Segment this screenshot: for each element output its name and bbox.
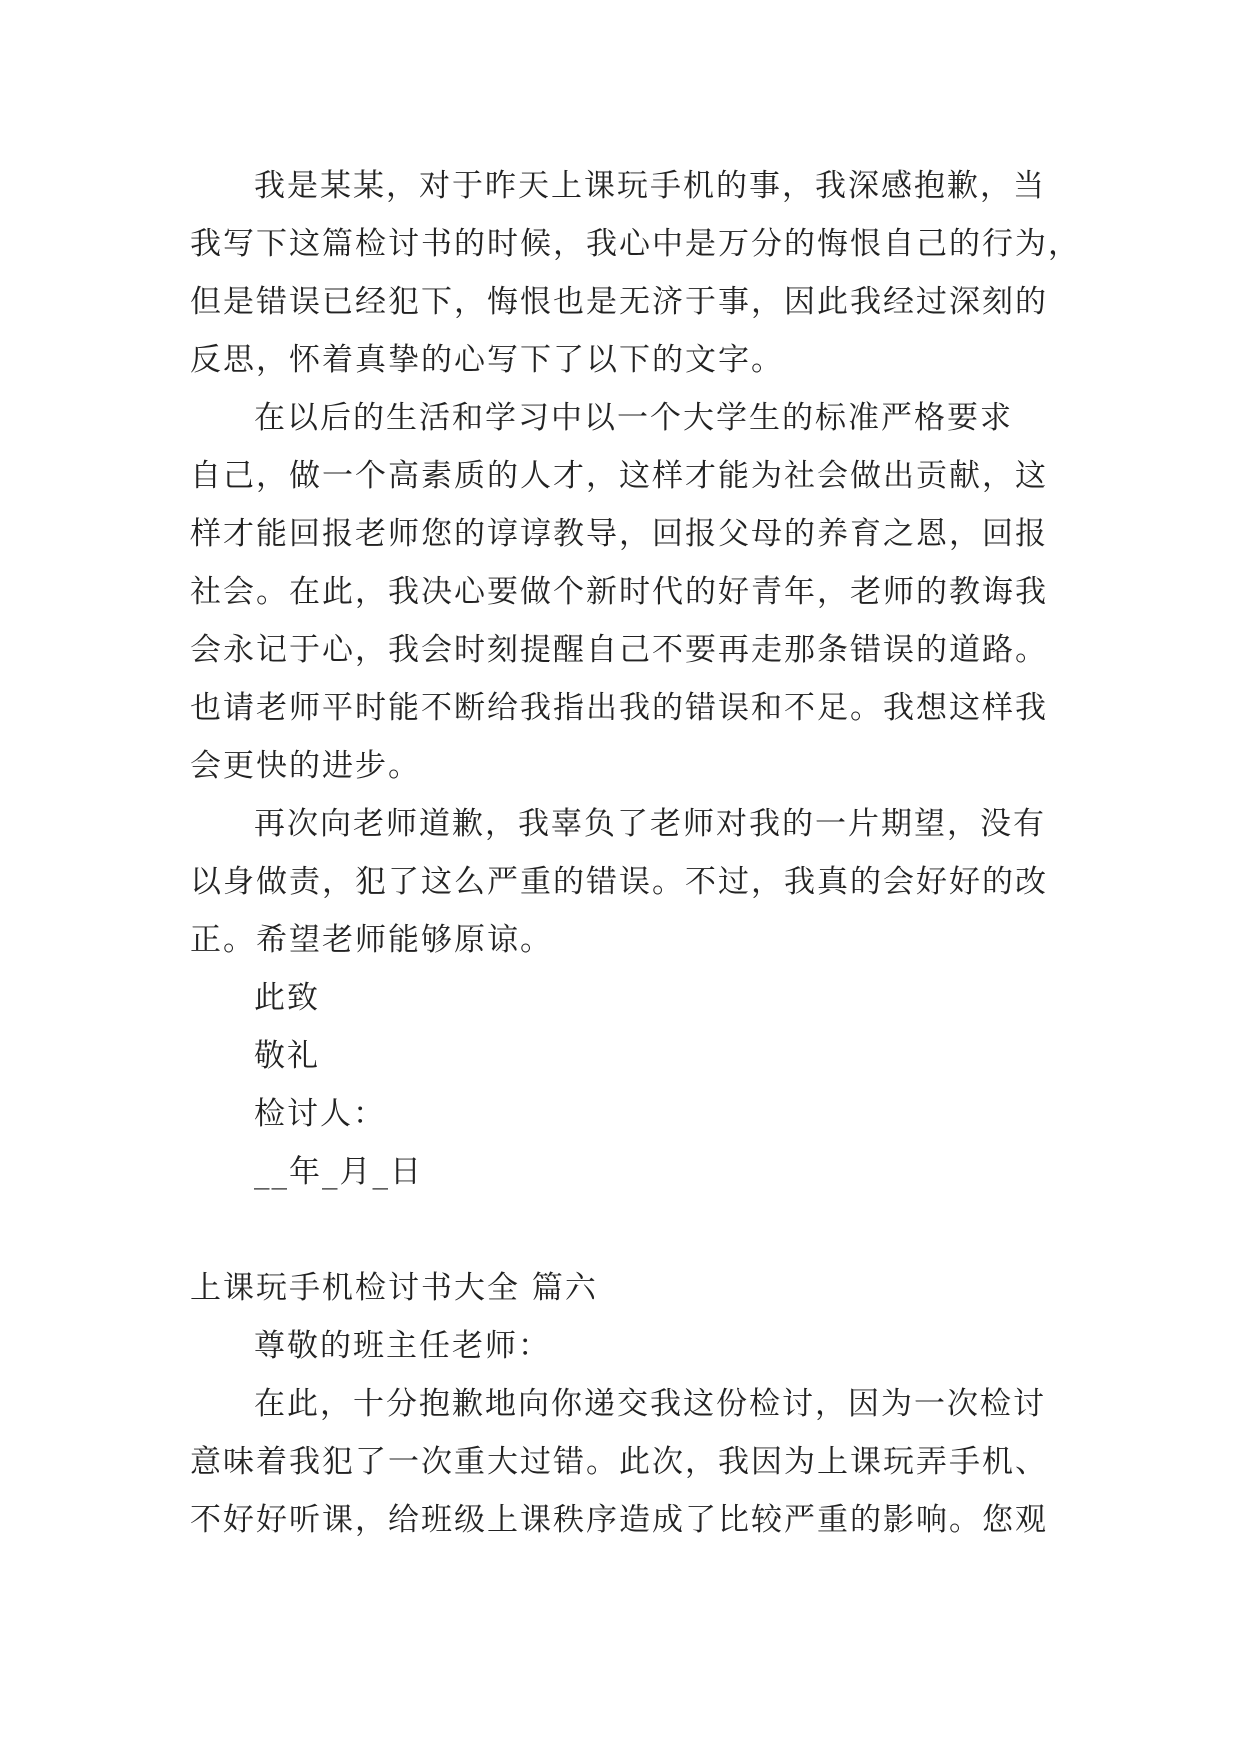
paragraph-2-line-1: 在以后的生活和学习中以一个大学生的标准严格要求 [254,400,1013,436]
paragraph-1-line-1: 我是某某，对于昨天上课玩手机的事，我深感抱歉，当 [254,168,1046,204]
paragraph-4-line-2: 意味着我犯了一次重大过错。此次，我因为上课玩弄手机、 [190,1444,1048,1480]
paragraph-2-line-5: 会永记于心，我会时刻提醒自己不要再走那条错误的道路。 [190,632,1048,668]
greeting: 尊敬的班主任老师： [254,1328,551,1364]
paragraph-4-line-3: 不好好听课，给班级上课秩序造成了比较严重的影响。您观 [190,1502,1048,1538]
closing-regards: 敬礼 [254,1038,320,1074]
paragraph-2-line-4: 社会。在此，我决心要做个新时代的好青年，老师的教诲我 [190,574,1048,610]
paragraph-1-line-2: 我写下这篇检讨书的时候，我心中是万分的悔恨自己的行为， [190,226,1081,262]
paragraph-3-line-3: 正。希望老师能够原谅。 [190,922,553,958]
author-label: 检讨人： [254,1096,386,1132]
date-line: __年_月_日 [254,1154,423,1190]
paragraph-2-line-6: 也请老师平时能不断给我指出我的错误和不足。我想这样我 [190,690,1048,726]
paragraph-4-line-1: 在此，十分抱歉地向你递交我这份检讨，因为一次检讨 [254,1386,1046,1422]
paragraph-2-line-3: 样才能回报老师您的谆谆教导，回报父母的养育之恩，回报 [190,516,1048,552]
section-title: 上课玩手机检讨书大全 篇六 [190,1270,598,1306]
paragraph-1-line-3: 但是错误已经犯下，悔恨也是无济于事，因此我经过深刻的 [190,284,1048,320]
paragraph-1-line-4: 反思，怀着真挚的心写下了以下的文字。 [190,342,784,378]
paragraph-3-line-1: 再次向老师道歉，我辜负了老师对我的一片期望，没有 [254,806,1046,842]
closing-salutation: 此致 [254,980,320,1016]
paragraph-3-line-2: 以身做责，犯了这么严重的错误。不过，我真的会好好的改 [190,864,1048,900]
paragraph-2-line-7: 会更快的进步。 [190,748,421,784]
paragraph-2-line-2: 自己，做一个高素质的人才，这样才能为社会做出贡献，这 [190,458,1048,494]
